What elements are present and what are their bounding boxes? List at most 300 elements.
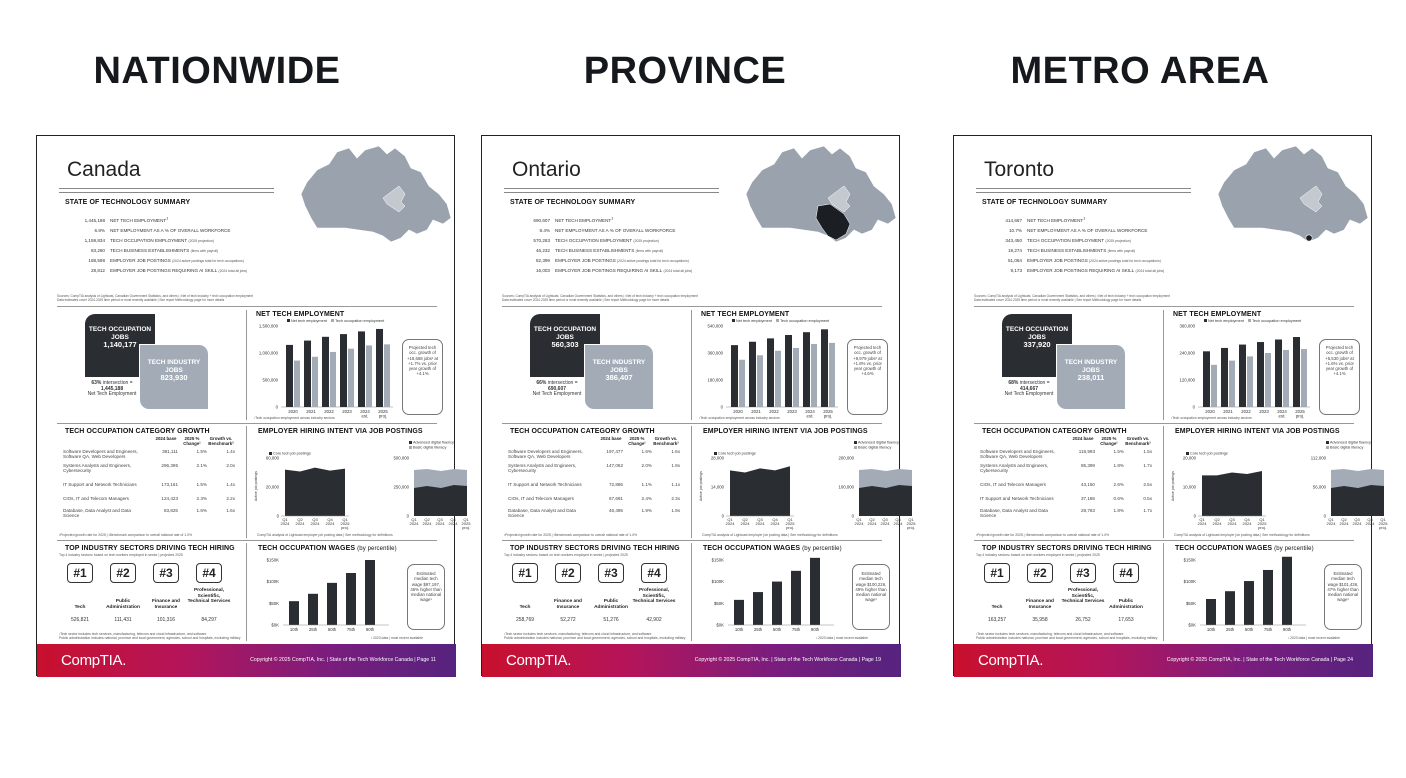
sector-value: 84,297 (201, 617, 217, 623)
legend-swatch-adv (1326, 441, 1329, 444)
hiring-title: EMPLOYER HIRING INTENT VIA JOB POSTINGS (1175, 428, 1340, 435)
region-title: Ontario (512, 158, 581, 181)
growth-row (980, 449, 1155, 463)
wage-x-label: 10th (289, 627, 299, 632)
column-divider (1163, 310, 1164, 420)
summary-row (59, 236, 214, 245)
net-employment-title: NET TECH EMPLOYMENT (701, 311, 790, 318)
summary-label (110, 258, 244, 263)
legend-swatch-basic (409, 446, 412, 449)
ind-label: TECH INDUSTRY JOBS (147, 359, 201, 374)
net-bar (322, 337, 329, 407)
growth-occupation: Systems Analysts and Engineers, Cybersecurity (508, 463, 577, 474)
page-footer (37, 644, 456, 677)
sources-note: Sources: CompTIA analysis of Lightcast, Canadian Government Statistics, and others | ¹Net of tech industry + tech occupation employment (57, 294, 253, 298)
wage-x-label: 10th (734, 627, 744, 632)
sector-rank: #3 (1070, 563, 1096, 583)
intersection-note (522, 381, 592, 398)
net-employment-title: NET TECH EMPLOYMENT (1173, 311, 1262, 318)
net-x-label: proj. (823, 413, 833, 419)
summary-label-text: NET EMPLOYMENT AS A % OF OVERALL WORKFORCE (1027, 227, 1148, 233)
summary-row (59, 246, 218, 255)
hiring-axis-left: 0 (276, 513, 279, 519)
summary-sup: 1 (166, 216, 169, 220)
growth-row (63, 508, 238, 522)
occ-bar (1301, 349, 1307, 407)
skill-x-label: 2024 (880, 521, 890, 526)
wages-title (258, 545, 397, 552)
skill-x-label: Q1 (1380, 517, 1386, 522)
skill-x-label: Q2 (869, 517, 875, 522)
column-heading: PROVINCE (583, 50, 787, 92)
projection-note: Projected tech occ. growth of +9,979 jobs² at +1.8% vs. prior year growth of +4.6% (847, 339, 888, 415)
summary-label-text: EMPLOYER JOB POSTINGS (555, 257, 616, 263)
legend-swatch-basic (1326, 446, 1329, 449)
growth-occupation: Software Developers and Engineers, Software QA, Web Developers (63, 449, 138, 460)
occ-label: TECH OCCUPATION JOBS (533, 326, 597, 341)
wage-axis-label: $100K (711, 579, 724, 585)
wage-x-label: 10th (1206, 627, 1216, 632)
legend-occ: Tech occupation employment (780, 318, 830, 323)
hiring-x-label: 2024 (755, 521, 765, 526)
hiring-ylabel: Active job postings (699, 471, 703, 501)
skill-x-label: 2024 (435, 521, 445, 526)
summary-title: STATE OF TECHNOLOGY SUMMARY (510, 199, 636, 206)
sectors-sub: Top 4 industry sectors¹ based on tech workers employed in sector | projected 2025 (59, 553, 183, 557)
net-x-label: est. (806, 413, 814, 419)
summary-row (504, 246, 663, 255)
net-bar (1293, 337, 1300, 407)
skill-x-label: 2025 (906, 521, 916, 526)
net-axis-label: 360,000 (707, 350, 723, 356)
sector-rank: #1 (984, 563, 1010, 583)
net-x-label: 2021 (751, 409, 761, 414)
net-axis-label: 0 (1192, 404, 1195, 410)
growth-col-bench: Growth vs. Benchmark² (653, 436, 679, 446)
occ-bar (384, 344, 390, 407)
net-x-label: proj. (1295, 413, 1305, 419)
growth-col-change: 2025 % Change¹ (628, 436, 646, 446)
tech-industry-jobs-box (584, 344, 654, 410)
title-rule (976, 192, 1191, 193)
wage-bar (346, 573, 356, 625)
hiring-ylabel: Active job postings (1171, 471, 1175, 501)
hiring-axis-right: 0 (1323, 513, 1326, 519)
summary-label-text: EMPLOYER JOB POSTINGS REQUIRING AI SKILL (555, 267, 663, 273)
occ-bar (1283, 350, 1289, 407)
occ-bar (775, 351, 781, 407)
hiring-x-label: Q2 (1214, 517, 1220, 522)
wage-chart (1166, 554, 1316, 639)
intersection-note (994, 381, 1064, 398)
ind-value: 238,011 (1077, 373, 1105, 382)
growth-occupation: CIOs, IT and Telecom Managers (63, 496, 129, 501)
wage-x-label: 50th (327, 627, 337, 632)
growth-benchmark: 2.3x (671, 496, 680, 501)
sectors-note: Public administration includes national, province and local government, agencies, school and hospitals, excluding military (504, 636, 686, 640)
summary-qualifier: (2024 total all jobs) (663, 268, 693, 273)
wage-bar (289, 601, 299, 625)
report-page (953, 135, 1388, 676)
growth-base: 43,150 (1080, 482, 1095, 487)
projection-note: Projected tech occ. growth of +5,530 jobs² at +1.6% vs. prior year growth of +4.1% (1319, 339, 1360, 415)
summary-label (1027, 268, 1164, 273)
sources-note: Data estimates cover 2024-2025 time period or most recently available | See report Methodology page for more details (502, 298, 670, 302)
summary-label-text: NET TECH EMPLOYMENT (110, 217, 167, 223)
occ-bar (348, 349, 354, 407)
canada-shape (301, 146, 451, 242)
column-divider (246, 426, 247, 538)
growth-change: 2.4% (641, 496, 652, 501)
growth-col-bench: Growth vs. Benchmark² (208, 436, 234, 446)
legend-net: Net tech employment (291, 318, 327, 323)
title-rule (504, 192, 719, 193)
summary-value: 570,283 (533, 237, 550, 243)
growth-occupation: IT Support and Network Technicians (63, 482, 137, 487)
core-postings-area (730, 466, 790, 516)
wage-x-label: 90th (1282, 627, 1292, 632)
occ-bar (1211, 365, 1217, 407)
ind-value: 386,407 (605, 373, 633, 382)
section-divider (974, 423, 1354, 424)
net-bar (286, 345, 293, 407)
sectors-note: ¹Tech sector includes tech services, manufacturing, telecom and cloud infrastructure, and software (504, 632, 652, 636)
summary-row (504, 226, 675, 235)
legend-swatch-net (732, 319, 735, 322)
growth-change: 1.8% (1113, 463, 1124, 468)
skill-x-label: Q1 (908, 517, 914, 522)
growth-note: ¹Projected growth rate for 2025 | ²Benchmark comparison to overall national rate of 1.0% (976, 533, 1109, 537)
intersection-pct: 63% (91, 380, 102, 386)
summary-value: 414,667 (1005, 217, 1022, 223)
legend-adv: Advanced digital fluency (858, 440, 899, 445)
occ-bar (330, 352, 336, 407)
growth-row (63, 463, 238, 477)
skill-x-label: proj. (1379, 525, 1387, 530)
summary-label-text: TECH OCCUPATION EMPLOYMENT (110, 237, 188, 243)
canada-shape (746, 146, 896, 242)
comptia-logo: CompTIA. (61, 652, 127, 669)
wage-bar (1244, 581, 1254, 625)
skill-x-label: Q3 (437, 517, 443, 522)
wage-x-label: 25th (753, 627, 763, 632)
growth-row (980, 508, 1155, 522)
wages-sub: (by percentile) (357, 546, 397, 552)
summary-label-text: TECH BUSINESS ESTABLISHMENTS (110, 247, 190, 253)
net-x-label: 2020 (288, 409, 298, 414)
summary-label (555, 268, 692, 273)
sector-name: Tech (519, 604, 531, 610)
growth-col-change: 2025 % Change¹ (183, 436, 201, 446)
hiring-axis-left: 60,000 (265, 455, 279, 461)
skill-x-label: Q4 (895, 517, 901, 522)
summary-value: 83,260 (90, 247, 105, 253)
wage-x-label: 25th (1225, 627, 1235, 632)
wage-axis-label: $0K (716, 622, 724, 628)
wage-axis-label: $0K (1188, 622, 1196, 628)
page-footer (954, 644, 1373, 677)
wage-axis-label: $150K (711, 557, 724, 563)
summary-row (59, 216, 168, 225)
skill-x-label: 2024 (422, 521, 432, 526)
legend-basic: Basic digital literacy (858, 445, 892, 450)
skill-x-label: Q1 (856, 517, 862, 522)
growth-occupation: Database, Data Analyst and Data Science (980, 508, 1048, 519)
hiring-x-label: 2024 (1242, 521, 1252, 526)
wage-bar (1282, 557, 1292, 625)
advanced-fluency-area (859, 485, 912, 516)
growth-change: 1.8% (1113, 508, 1124, 513)
hiring-note: CompTIA analysis of Lightcast employer job posting data | See methodology for definitions (257, 533, 393, 537)
summary-value: 188,598 (88, 257, 105, 263)
section-divider (502, 540, 882, 541)
summary-label (1027, 248, 1135, 253)
growth-base: 118,993 (1078, 449, 1095, 454)
summary-label (110, 218, 168, 223)
growth-benchmark: 1.4x (226, 482, 235, 487)
occ-bar (757, 355, 763, 407)
column-divider (691, 310, 692, 420)
sector-rank: #3 (153, 563, 179, 583)
sector-rank: #2 (555, 563, 581, 583)
wages-sub: (by percentile) (1274, 546, 1314, 552)
net-bar (340, 334, 347, 407)
growth-base: 147,062 (606, 463, 623, 468)
tech-industry-jobs-box (139, 344, 209, 410)
legend-swatch-net (287, 319, 290, 322)
growth-change: 0.6% (1113, 496, 1124, 501)
sectors-title: TOP INDUSTRY SECTORS DRIVING TECH HIRING (982, 545, 1152, 552)
summary-label-text: TECH BUSINESS ESTABLISHMENTS (1027, 247, 1107, 253)
title-rule (59, 192, 274, 193)
column-divider (691, 543, 692, 641)
growth-change: 2.3% (196, 496, 207, 501)
hiring-x-label: Q1 (727, 517, 733, 522)
hiring-x-label: Q2 (297, 517, 303, 522)
growth-occupation: Software Developers and Engineers, Software QA, Web Developers (508, 449, 583, 460)
hiring-chart (249, 436, 471, 531)
ind-label: TECH INDUSTRY JOBS (592, 359, 646, 374)
sector-value: 163,257 (987, 617, 1007, 623)
wage-bar (327, 583, 337, 625)
wage-source: ¹ 2023 data | most recent available (816, 636, 868, 640)
skill-x-label: 2024 (1352, 521, 1362, 526)
summary-qualifier: (2024 total all jobs) (218, 268, 248, 273)
summary-qualifier: (2024 active postings total for tech occupations) (172, 258, 244, 263)
sectors-title: TOP INDUSTRY SECTORS DRIVING TECH HIRING (510, 545, 680, 552)
growth-base: 296,395 (161, 463, 178, 468)
footer-copyright: Copyright © 2025 CompTIA, Inc. | State of the Tech Workforce Canada | Page 19 (694, 657, 881, 663)
skill-x-label: 2024 (409, 521, 419, 526)
net-axis-label: 360,000 (1179, 323, 1195, 329)
summary-sup: 1 (611, 216, 614, 220)
core-postings-area (285, 468, 345, 516)
legend-core: Core tech job postings (273, 451, 311, 456)
growth-base: 37,186 (1080, 496, 1095, 501)
net-axis-label: 120,000 (1179, 377, 1195, 383)
wage-x-label: 50th (1244, 627, 1254, 632)
growth-note: ¹Projected growth rate for 2025 | ²Benchmark comparison to overall national rate of 1.0% (59, 533, 192, 537)
hiring-x-label: 2024 (295, 521, 305, 526)
sector-rank: #1 (512, 563, 538, 583)
net-axis-note: ¹Tech occupation employment across industry sectors (1171, 416, 1252, 420)
hiring-axis-left: 0 (1193, 513, 1196, 519)
sector-name: Finance and Insurance (152, 599, 180, 610)
occ-value: 337,920 (1023, 340, 1051, 349)
growth-benchmark: 0.5x (1143, 496, 1152, 501)
sectors-sub: Top 4 industry sectors¹ based on tech workers employed in sector | projected 2025 (504, 553, 628, 557)
summary-row (976, 266, 1164, 275)
net-bar (1203, 351, 1210, 407)
wage-source: ¹ 2023 data | most recent available (1288, 636, 1340, 640)
net-x-label: 2023 (787, 409, 797, 414)
hiring-axis-right: 0 (851, 513, 854, 519)
section-divider (57, 306, 437, 307)
growth-change: 2.6% (1113, 482, 1124, 487)
sectors-note: ¹Tech sector includes tech services, manufacturing, telecom and cloud infrastructure, and software (976, 632, 1124, 636)
hiring-x-label: 2024 (1212, 521, 1222, 526)
page-footer (482, 644, 901, 677)
sector-name: Professional, Scientific, Technical Services (632, 588, 676, 604)
growth-benchmark: 1.6x (226, 508, 235, 513)
net-axis-label: 1,000,000 (258, 350, 278, 356)
occ-bar (1265, 353, 1271, 407)
wage-bar (308, 594, 318, 625)
hiring-x-label: 2024 (740, 521, 750, 526)
growth-base: 173,161 (161, 482, 178, 487)
net-bar (731, 345, 738, 407)
legend-core: Core tech job postings (718, 451, 756, 456)
section-divider (57, 540, 437, 541)
hiring-axis-right: 250,000 (393, 484, 409, 490)
footer-copyright: Copyright © 2025 CompTIA, Inc. | State of the Tech Workforce Canada | Page 11 (250, 657, 436, 663)
growth-occupation: CIOs, IT and Telecom Managers (508, 496, 574, 501)
summary-label-text: EMPLOYER JOB POSTINGS (1027, 257, 1088, 263)
sectors-note: Public administration includes national, province and local government, agencies, school and hospitals, excluding military (976, 636, 1158, 640)
sector-name: Finance and Insurance (554, 599, 582, 610)
summary-label (1027, 218, 1085, 223)
summary-title: STATE OF TECHNOLOGY SUMMARY (982, 199, 1108, 206)
summary-label (110, 238, 214, 243)
growth-occupation: Database, Data Analyst and Data Science (508, 508, 576, 519)
summary-row (976, 226, 1147, 235)
intersection-value: 414,667 (1019, 385, 1039, 392)
wage-x-label: 25th (308, 627, 318, 632)
hiring-x-label: 2025 (340, 521, 350, 526)
wages-title (703, 545, 842, 552)
summary-value: 1,159,834 (84, 237, 105, 243)
skill-x-label: Q2 (424, 517, 430, 522)
summary-label-text: EMPLOYER JOB POSTINGS REQUIRING AI SKILL (1027, 267, 1135, 273)
summary-row (59, 256, 244, 265)
wage-x-label: 90th (810, 627, 820, 632)
growth-benchmark: 1.7x (1143, 508, 1152, 513)
legend-adv: Advanced digital fluency (1330, 440, 1371, 445)
skill-x-label: Q4 (1367, 517, 1373, 522)
net-x-label: 2025 (378, 409, 388, 414)
net-employment-chart (1166, 318, 1316, 418)
growth-col-bench: Growth vs. Benchmark² (1125, 436, 1151, 446)
summary-qualifier: (2024 active postings total for tech occupations) (1089, 258, 1161, 263)
growth-row (508, 482, 683, 496)
wage-axis-label: $150K (266, 557, 279, 563)
growth-col-base: 2024 base (155, 436, 177, 441)
sector-value: 101,316 (156, 617, 176, 623)
sectors-note: Public administration includes national, province and local government, agencies, school and hospitals, excluding military (59, 636, 241, 640)
intersection-pct: 66% (536, 380, 547, 386)
net-bar (821, 329, 828, 407)
skill-x-label: Q2 (1341, 517, 1347, 522)
net-axis-label: 240,000 (1179, 350, 1195, 356)
occ-label: TECH OCCUPATION JOBS (88, 326, 152, 341)
sectors-note: ¹Tech sector includes tech services, manufacturing, telecom and cloud infrastructure, and software (59, 632, 207, 636)
legend-basic: Basic digital literacy (413, 445, 447, 450)
summary-qualifier: (firms with payroll) (190, 248, 219, 253)
summary-label (1027, 238, 1131, 243)
sector-value: 258,769 (515, 617, 535, 623)
skill-x-label: Q1 (411, 517, 417, 522)
summary-value: 82,399 (535, 257, 550, 263)
wage-axis-label: $100K (266, 579, 279, 585)
wage-chart (694, 554, 844, 639)
hiring-x-label: proj. (1258, 525, 1266, 530)
summary-value: 51,064 (1007, 257, 1022, 263)
summary-label-text: EMPLOYER JOB POSTINGS (110, 257, 171, 263)
wage-bar (1225, 591, 1235, 625)
sector-value: 111,431 (114, 617, 132, 623)
growth-row (508, 463, 683, 477)
sector-value: 17,653 (1118, 617, 1134, 623)
hiring-x-label: Q4 (1244, 517, 1250, 522)
net-employment-chart (694, 318, 844, 418)
growth-change: 2.1% (196, 463, 207, 468)
net-axis-label: 0 (720, 404, 723, 410)
canada-map (732, 142, 900, 254)
summary-label-text: TECH OCCUPATION EMPLOYMENT (555, 237, 633, 243)
occ-bar (793, 348, 799, 407)
intersection-note (77, 381, 147, 398)
net-employment-title: NET TECH EMPLOYMENT (256, 311, 345, 318)
summary-value: 9,173 (1010, 267, 1022, 273)
legend-net: Net tech employment (1208, 318, 1244, 323)
net-axis-note: ¹Tech occupation employment across industry sectors (699, 416, 780, 420)
summary-row (59, 226, 230, 235)
sector-name: Professional, Scientific, Technical Services (187, 588, 231, 604)
growth-change: 1.9% (641, 508, 652, 513)
wage-x-label: 75th (346, 627, 356, 632)
net-axis-note: ¹Tech occupation employment across industry sectors (254, 416, 335, 420)
summary-label (1027, 258, 1161, 263)
hiring-note: CompTIA analysis of Lightcast employer job posting data | See methodology for definitions (702, 533, 838, 537)
growth-occupation: CIOs, IT and Telecom Managers (980, 482, 1046, 487)
hiring-x-label: 2024 (310, 521, 320, 526)
intersection-text: intersection = (1019, 380, 1050, 386)
growth-benchmark: 1.6x (671, 449, 680, 454)
growth-base: 391,111 (162, 449, 178, 454)
sources-note: Data estimates cover 2024-2025 time period or most recently available | See report Methodology page for more details (57, 298, 225, 302)
skill-x-label: 2024 (448, 521, 458, 526)
hiring-axis-left: 20,000 (265, 484, 279, 490)
net-bar (1239, 345, 1246, 407)
growth-change: 1.1% (641, 482, 652, 487)
legend-swatch-basic (854, 446, 857, 449)
summary-qualifier: (firms with payroll) (635, 248, 664, 253)
intersection-text: intersection = (102, 380, 133, 386)
net-axis-label: 540,000 (707, 323, 723, 329)
advanced-fluency-area (414, 485, 467, 516)
wage-note: Estimated median tech wage $97,197, 46% higher than median national wage¹ (407, 564, 445, 630)
column-divider (1163, 543, 1164, 641)
